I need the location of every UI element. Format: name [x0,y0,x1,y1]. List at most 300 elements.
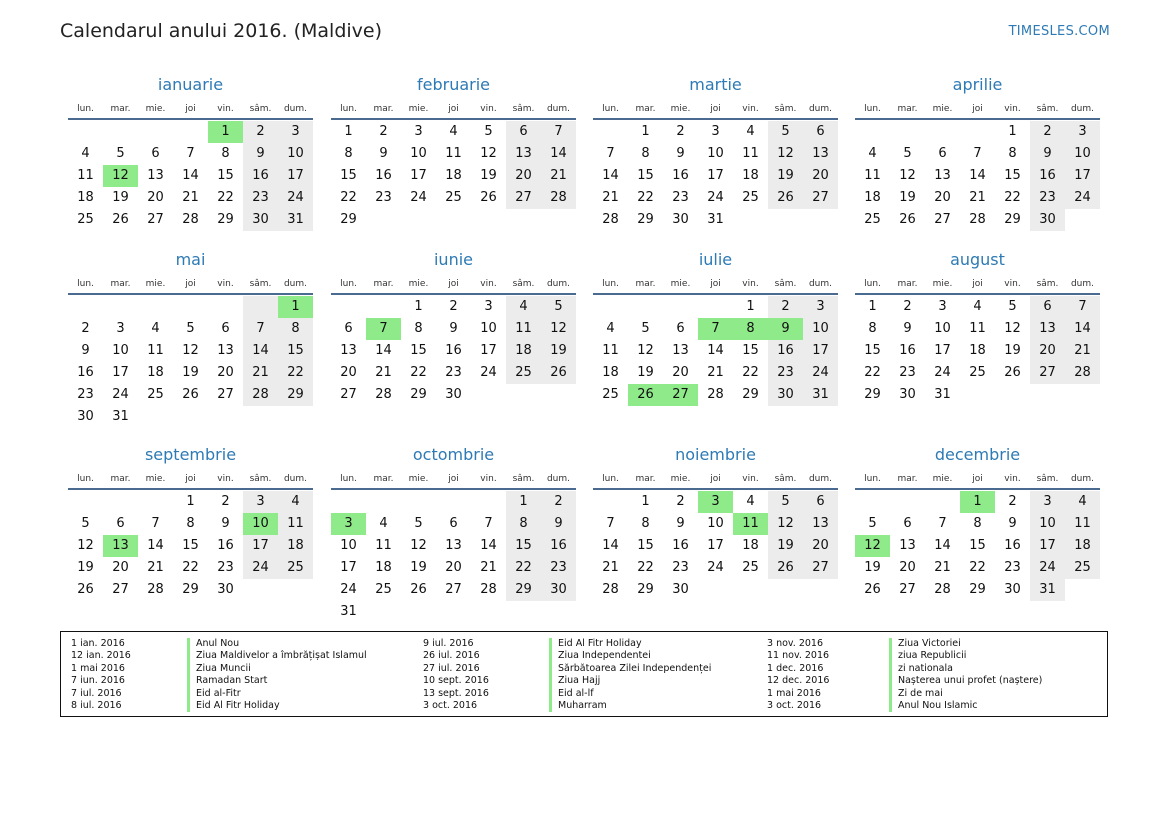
day-cell: 21 [243,362,278,384]
day-cell: 22 [1004,190,1021,205]
day-cell: 8 [414,321,423,336]
day-cell: 9 [676,146,685,161]
day-cell: 1 [641,124,650,139]
day-cell: 5 [641,321,650,336]
holiday-name: Muharram [558,699,607,711]
day-cell: 20 [506,165,541,187]
day-grid [331,295,576,406]
day-cell: 29 [278,384,313,406]
day-cell: 12 [182,343,199,358]
day-cell: 11 [969,321,986,336]
month-4 [68,245,313,428]
day-cell: 7 [1065,296,1100,318]
day-cell: 19 [899,190,916,205]
holiday-name: Ziua Independentei [558,650,651,662]
empty-cell [243,296,278,318]
day-cell: 18 [445,168,462,183]
day-cell: 20 [147,190,164,205]
month-10 [593,440,838,601]
day-cell: 14 [969,168,986,183]
day-cell: 19 [541,340,576,362]
day-cell: 18 [375,560,392,575]
empty-cell [401,491,436,513]
weekday-label: vin. [742,279,759,289]
day-cell: 3 [711,124,720,139]
day-cell: 8 [1008,146,1017,161]
day-cell: 28 [147,582,164,597]
weekday-label: mie. [408,104,429,114]
day-cell: 27 [340,387,357,402]
weekday-label: dum. [1070,104,1095,114]
day-cell: 25 [77,212,94,227]
day-cell: 29 [969,582,986,597]
day-cell: 7 [698,318,733,340]
day-cell: 14 [480,538,497,553]
day-cell: 20 [803,165,838,187]
holiday-date: 26 iul. 2016 [423,650,480,662]
empty-cell [593,121,628,143]
empty-cell [68,491,103,513]
weekday-label: lun. [77,279,94,289]
day-cell: 1 [186,494,195,509]
weekday-label: lun. [340,474,357,484]
weekday-label: sâm. [249,474,272,484]
holiday-date: 7 iun. 2016 [71,675,125,687]
day-cell: 16 [672,168,689,183]
day-cell: 6 [116,516,125,531]
weekday-label: dum. [546,474,571,484]
day-cell: 26 [1004,365,1021,380]
day-cell: 25 [278,557,313,579]
day-cell: 4 [449,124,458,139]
day-grid [331,120,576,231]
weekday-label: mar. [635,104,656,114]
day-cell: 26 [899,212,916,227]
holiday-date: 1 ian. 2016 [71,638,125,649]
day-cell: 24 [410,190,427,205]
day-cell: 11 [375,538,392,553]
holiday-date: 3 oct. 2016 [423,699,478,711]
day-cell: 17 [1030,535,1065,557]
weekday-label: lun. [864,279,881,289]
day-cell: 24 [934,365,951,380]
day-cell: 25 [742,560,759,575]
day-cell: 24 [243,557,278,579]
weekday-label: joi [448,279,459,289]
day-cell: 27 [506,187,541,209]
day-cell: 17 [1065,165,1100,187]
day-cell: 29 [410,387,427,402]
day-cell: 24 [278,187,313,209]
day-cell: 6 [938,146,947,161]
empty-cell [366,491,401,513]
day-cell: 11 [742,146,759,161]
day-cell: 30 [217,582,234,597]
weekday-label: sâm. [249,104,272,114]
day-cell: 13 [103,535,138,557]
weekday-label: joi [185,474,196,484]
weekday-label: mar. [897,279,918,289]
day-cell: 24 [803,362,838,384]
day-cell: 6 [1030,296,1065,318]
day-cell: 7 [186,146,195,161]
holiday-date: 3 oct. 2016 [767,699,822,711]
empty-cell [366,296,401,318]
month-name: iulie [698,250,733,269]
day-cell: 25 [864,212,881,227]
day-cell: 3 [331,513,366,535]
day-cell: 21 [602,560,619,575]
month-3 [855,70,1100,231]
day-cell: 17 [243,535,278,557]
day-cell: 22 [506,557,541,579]
holiday-date: 27 iul. 2016 [423,662,480,674]
empty-cell [103,491,138,513]
empty-cell [331,491,366,513]
day-cell: 21 [147,560,164,575]
day-cell: 9 [903,321,912,336]
day-cell: 13 [217,343,234,358]
day-cell: 8 [973,516,982,531]
day-cell: 30 [1030,209,1065,231]
day-cell: 11 [147,343,164,358]
weekday-label: vin. [1004,474,1021,484]
day-cell: 13 [445,538,462,553]
day-cell: 21 [707,365,724,380]
day-cell: 20 [112,560,129,575]
day-grid [593,490,838,601]
day-cell: 5 [768,491,803,513]
weekday-label: lun. [340,104,357,114]
day-cell: 16 [672,538,689,553]
day-cell: 12 [637,343,654,358]
day-cell: 9 [379,146,388,161]
day-cell: 30 [77,409,94,424]
holiday-name: Eid al-Fitr [196,687,241,699]
day-cell: 1 [506,491,541,513]
day-cell: 2 [768,296,803,318]
day-cell: 16 [243,165,278,187]
weekday-label: mar. [635,279,656,289]
day-cell: 31 [707,212,724,227]
weekday-label: mie. [670,279,691,289]
weekday-label: dum. [546,104,571,114]
day-cell: 10 [278,143,313,165]
day-grid [68,295,313,428]
day-cell: 11 [733,513,768,535]
empty-cell [593,491,628,513]
day-cell: 23 [672,190,689,205]
day-cell: 14 [1065,318,1100,340]
day-cell: 7 [243,318,278,340]
weekday-label: mie. [670,104,691,114]
day-cell: 15 [1004,168,1021,183]
holiday-names-column [549,638,711,712]
day-cell: 2 [221,494,230,509]
day-cell: 20 [672,365,689,380]
day-cell: 4 [379,516,388,531]
day-cell: 20 [934,190,951,205]
day-cell: 25 [506,362,541,384]
day-cell: 27 [112,582,129,597]
weekday-label: lun. [340,279,357,289]
day-cell: 12 [768,143,803,165]
day-grid [68,490,313,601]
day-cell: 23 [541,557,576,579]
holiday-dates-column [423,638,489,712]
day-cell: 31 [278,209,313,231]
empty-cell [138,121,173,143]
day-cell: 22 [637,190,654,205]
day-cell: 23 [445,365,462,380]
day-cell: 7 [606,516,615,531]
holiday-names-column [889,638,1042,712]
weekday-label: joi [972,279,983,289]
weekday-header [68,275,313,295]
day-cell: 22 [340,190,357,205]
day-cell: 9 [449,321,458,336]
day-cell: 30 [445,387,462,402]
day-cell: 3 [938,299,947,314]
day-cell: 16 [1004,538,1021,553]
empty-cell [173,296,208,318]
day-cell: 17 [480,343,497,358]
day-cell: 3 [243,491,278,513]
day-cell: 29 [637,582,654,597]
day-cell: 19 [1004,343,1021,358]
day-cell: 7 [484,516,493,531]
day-cell: 12 [1004,321,1021,336]
weekday-label: vin. [742,104,759,114]
day-cell: 3 [1030,491,1065,513]
day-cell: 19 [864,560,881,575]
day-cell: 8 [733,318,768,340]
day-cell: 20 [899,560,916,575]
day-cell: 12 [768,513,803,535]
weekday-label: sâm. [1036,104,1059,114]
weekday-label: dum. [283,104,308,114]
day-cell: 28 [707,387,724,402]
day-cell: 8 [221,146,230,161]
day-cell: 20 [803,535,838,557]
holiday-date: 10 sept. 2016 [423,675,489,687]
day-cell: 5 [768,121,803,143]
day-cell: 8 [641,146,650,161]
holiday-name: zi nationala [898,662,953,674]
month-1 [331,70,576,231]
brand-link[interactable]: TIMESLES.COM [1008,24,1110,39]
day-cell: 25 [969,365,986,380]
day-cell: 1 [746,299,755,314]
weekday-label: mie. [145,279,166,289]
day-cell: 6 [151,146,160,161]
empty-cell [628,296,663,318]
day-cell: 1 [208,121,243,143]
empty-cell [855,491,890,513]
weekday-header [331,275,576,295]
day-cell: 13 [803,513,838,535]
day-cell: 30 [672,212,689,227]
weekday-header [331,100,576,120]
day-cell: 10 [480,321,497,336]
empty-cell [593,296,628,318]
day-cell: 2 [1008,494,1017,509]
day-cell: 6 [803,491,838,513]
day-cell: 15 [410,343,427,358]
day-cell: 18 [506,340,541,362]
holiday-name: Zi de mai [898,687,943,699]
weekday-label: vin. [1004,279,1021,289]
weekday-label: mar. [373,279,394,289]
day-cell: 30 [899,387,916,402]
day-cell: 22 [182,560,199,575]
day-cell: 6 [803,121,838,143]
day-cell: 11 [864,168,881,183]
empty-cell [925,121,960,143]
day-cell: 4 [973,299,982,314]
day-cell: 15 [182,538,199,553]
month-5 [331,245,576,406]
day-cell: 31 [803,384,838,406]
day-cell: 26 [768,557,803,579]
day-cell: 8 [278,318,313,340]
holiday-name: Ziua Victoriei [898,638,961,649]
day-cell: 3 [116,321,125,336]
holiday-date: 1 mai 2016 [71,662,125,674]
weekday-label: vin. [480,474,497,484]
day-cell: 22 [410,365,427,380]
day-cell: 11 [77,168,94,183]
month-name: aprilie [952,75,1003,94]
day-cell: 27 [803,557,838,579]
day-cell: 29 [340,212,357,227]
day-cell: 9 [1008,516,1017,531]
weekday-label: mie. [932,104,953,114]
day-cell: 6 [344,321,353,336]
day-cell: 2 [903,299,912,314]
month-0 [68,70,313,231]
weekday-label: vin. [1004,104,1021,114]
day-cell: 8 [186,516,195,531]
day-cell: 11 [445,146,462,161]
day-cell: 26 [768,187,803,209]
weekday-header [593,100,838,120]
day-cell: 4 [868,146,877,161]
day-cell: 3 [484,299,493,314]
weekday-label: joi [972,474,983,484]
day-cell: 19 [77,560,94,575]
empty-cell [925,491,960,513]
day-cell: 14 [934,538,951,553]
day-cell: 7 [366,318,401,340]
day-cell: 3 [698,491,733,513]
day-cell: 27 [147,212,164,227]
day-cell: 26 [628,384,663,406]
day-cell: 19 [182,365,199,380]
day-cell: 23 [899,365,916,380]
empty-cell [890,491,925,513]
day-cell: 24 [1030,557,1065,579]
day-cell: 27 [934,212,951,227]
day-cell: 23 [77,387,94,402]
day-cell: 1 [344,124,353,139]
day-cell: 22 [864,365,881,380]
day-cell: 9 [541,513,576,535]
day-cell: 9 [81,343,90,358]
weekday-label: dum. [808,104,833,114]
day-cell: 21 [934,560,951,575]
day-cell: 25 [742,190,759,205]
weekday-label: joi [448,104,459,114]
day-cell: 27 [217,387,234,402]
day-cell: 4 [81,146,90,161]
day-cell: 18 [742,168,759,183]
holiday-date: 1 dec. 2016 [767,662,824,674]
day-cell: 6 [676,321,685,336]
empty-cell [208,296,243,318]
month-9 [331,440,576,623]
day-cell: 1 [641,494,650,509]
day-grid [593,295,838,406]
month-name: august [950,250,1005,269]
day-cell: 17 [803,340,838,362]
day-cell: 22 [217,190,234,205]
day-cell: 30 [672,582,689,597]
day-cell: 28 [969,212,986,227]
day-cell: 29 [864,387,881,402]
weekday-label: dum. [283,279,308,289]
day-cell: 15 [742,343,759,358]
day-cell: 14 [707,343,724,358]
day-cell: 18 [1065,535,1100,557]
day-cell: 8 [506,513,541,535]
day-cell: 4 [278,491,313,513]
holiday-name: Eid al-lf [558,687,594,699]
day-cell: 26 [182,387,199,402]
day-cell: 28 [243,384,278,406]
day-cell: 4 [606,321,615,336]
day-cell: 27 [1030,362,1065,384]
weekday-label: mar. [110,474,131,484]
day-cell: 15 [969,538,986,553]
weekday-label: joi [972,104,983,114]
day-cell: 14 [602,168,619,183]
holiday-list [60,631,1108,717]
weekday-label: mie. [932,474,953,484]
day-cell: 17 [278,165,313,187]
holiday-date: 3 nov. 2016 [767,638,823,649]
month-2 [593,70,838,231]
day-cell: 15 [864,343,881,358]
weekday-label: joi [710,104,721,114]
month-name: septembrie [144,445,237,464]
weekday-label: vin. [217,474,234,484]
day-grid [68,120,313,231]
holiday-name: Nașterea unui profet (naștere) [898,675,1043,687]
day-cell: 15 [637,538,654,553]
day-cell: 4 [1065,491,1100,513]
weekday-label: sâm. [1036,279,1059,289]
month-name: februarie [416,75,491,94]
day-cell: 13 [803,143,838,165]
weekday-label: dum. [283,474,308,484]
day-cell: 5 [81,516,90,531]
weekday-label: sâm. [512,474,535,484]
weekday-label: joi [185,104,196,114]
day-cell: 25 [445,190,462,205]
day-cell: 8 [641,516,650,531]
day-cell: 24 [112,387,129,402]
